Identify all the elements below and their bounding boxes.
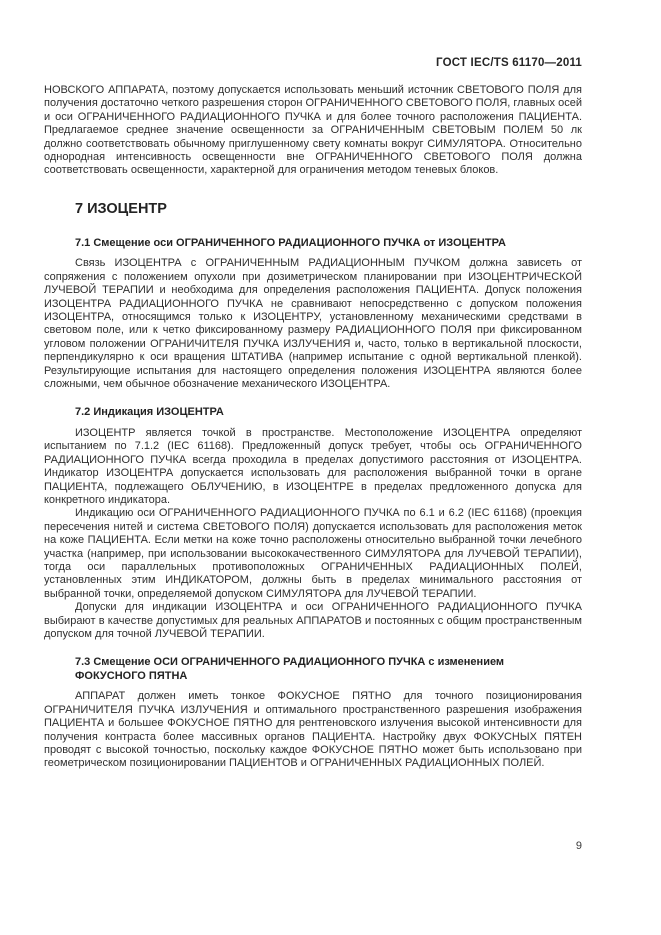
chapter-heading: 7 ИЗОЦЕНТР (75, 200, 167, 217)
subsection-heading-7-3: 7.3 Смещение ОСИ ОГРАНИЧЕННОГО РАДИАЦИОННОГО ПУЧКА с изменением ФОКУСНОГО ПЯТНА (75, 656, 505, 682)
paragraph-7-1-1: Связь ИЗОЦЕНТРА с ОГРАНИЧЕННЫМ РАДИАЦИОННЫМ ПУЧКОМ должна зависеть от сопряжения с положением опухоли при дозиметрическом планировании при ИЗОЦЕНТРИЧЕСКОЙ ЛУЧЕВОЙ ТЕРАПИИ и необходима для определения расположения ПАЦИЕНТА. Допуск положения ИЗОЦЕНТРА РАДИАЦИОННОГО ПУЧКА не сравнивают непосредственно с допуском положения ИЗОЦЕНТРА, относящимся только к ИЗОЦЕНТРУ, установленному механическими средствами в световом поле, или к четко фиксированному размеру РАДИАЦИОННОГО ПОЛЯ при фиксированном угловом положении ОГРАНИЧИТЕЛЯ ПУЧКА ИЗЛУЧЕНИЯ и, часто, только в вертикальной плоскости, перпендикулярно к оси вращения ШТАТИВА (например испытание с одной вертикальной пленкой). Результирующие испытания для настоящего определения положения ИЗОЦЕНТРА являются более сложными, чем обычное обозначение механического ИЗОЦЕНТРА. (44, 257, 582, 390)
subsection-heading-7-1: 7.1 Смещение оси ОГРАНИЧЕННОГО РАДИАЦИОННОГО ПУЧКА от ИЗОЦЕНТРА (75, 236, 506, 249)
paragraph-7-2-2: Индикацию оси ОГРАНИЧЕННОГО РАДИАЦИОННОГО ПУЧКА по 6.1 и 6.2 (IEC 61168) (проекция пересечения нитей и система СВЕТОВОГО ПОЛЯ) допускается использовать для расположения меток на коже ПАЦИЕНТА. Если метки на коже точно расположены относительно выбранной точки лечебного участка (например, при использовании высококачественного СИМУЛЯТОРА для ЛУЧЕВОЙ ТЕРАПИИ), тогда оси параллельных противоположных ОГРАНИЧЕННЫХ РАДИАЦИОННЫХ ПОЛЕЙ, установленных этим ИНДИКАТОРОМ, должны быть в пределах минимального расстояния от выбранной точки, определяемой допуском СИМУЛЯТОРА для ЛУЧЕВОЙ ТЕРАПИИ. (44, 507, 582, 600)
paragraph-7-3-1: АППАРАТ должен иметь тонкое ФОКУСНОЕ ПЯТНО для точного позиционирования ОГРАНИЧИТЕЛЯ ПУЧКА ИЗЛУЧЕНИЯ и оптимального пространственного разрешения изображения ПАЦИЕНТА и большее ФОКУСНОЕ ПЯТНО для рентгеновского излучения высокой интенсивности для получения контраста более массивных органов ПАЦИЕНТА. Настройку двух ФОКУСНЫХ ПЯТЕН проводят с высокой точностью, поскольку каждое ФОКУСНОЕ ПЯТНО может быть использовано при геометрическом позиционировании ПАЦИЕНТОВ и ОГРАНИЧЕННЫХ РАДИАЦИОННЫХ ПОЛЕЙ. (44, 690, 582, 770)
paragraph-intro-continuation: НОВСКОГО АППАРАТА, поэтому допускается использовать меньший источник СВЕТОВОГО ПОЛЯ для получения достаточно четкого разрешения сторон ОГРАНИЧЕННОГО СВЕТОВОГО ПОЛЯ, главных осей и оси ОГРАНИЧЕННОГО РАДИАЦИОННОГО ПУЧКА и для более точного расположения ПАЦИЕНТА. Предлагаемое среднее значение освещенности за ОГРАНИЧЕННЫМ СВЕТОВЫМ ПОЛЕМ 50 лк должно соответствовать обычному приглушенному свету комнаты вокруг СИМУЛЯТОРА. Относительно однородная интенсивность освещенности вне ОГРАНИЧЕННОГО СВЕТОВОГО ПОЛЯ должна соответствовать освещенности, характерной для ограничения методом теневых блоков. (44, 84, 582, 177)
paragraph-7-2-1: ИЗОЦЕНТР является точкой в пространстве. Местоположение ИЗОЦЕНТРА определяют испытанием по 7.1.2 (IEC 61168). Предложенный допуск требует, чтобы ось ОГРАНИЧЕННОГО РАДИАЦИОННОГО ПУЧКА всегда проходила в пределах допустимого расстояния от ИЗОЦЕНТРА. Индикатор ИЗОЦЕНТРА допускается использовать для расположения выбранной точки в органе ПАЦИЕНТА, подлежащего ОБЛУЧЕНИЮ, в ИЗОЦЕНТРЕ в пределах предложенного допуска для конкретного индикатора. (44, 426, 582, 506)
page-content (44, 84, 582, 771)
paragraph-7-2-3: Допуски для индикации ИЗОЦЕНТРА и оси ОГРАНИЧЕННОГО РАДИАЦИОННОГО ПУЧКА выбирают в качестве допустимых для реальных АППАРАТОВ и постоянных с общим пространственным допуском для точной ЛУЧЕВОЙ ТЕРАПИИ. (44, 601, 582, 640)
page-number: 9 (575, 840, 582, 852)
subsection-heading-7-2: 7.2 Индикация ИЗОЦЕНТРА (75, 406, 224, 419)
document-header-designation: ГОСТ IEC/TS 61170—2011 (436, 57, 582, 69)
